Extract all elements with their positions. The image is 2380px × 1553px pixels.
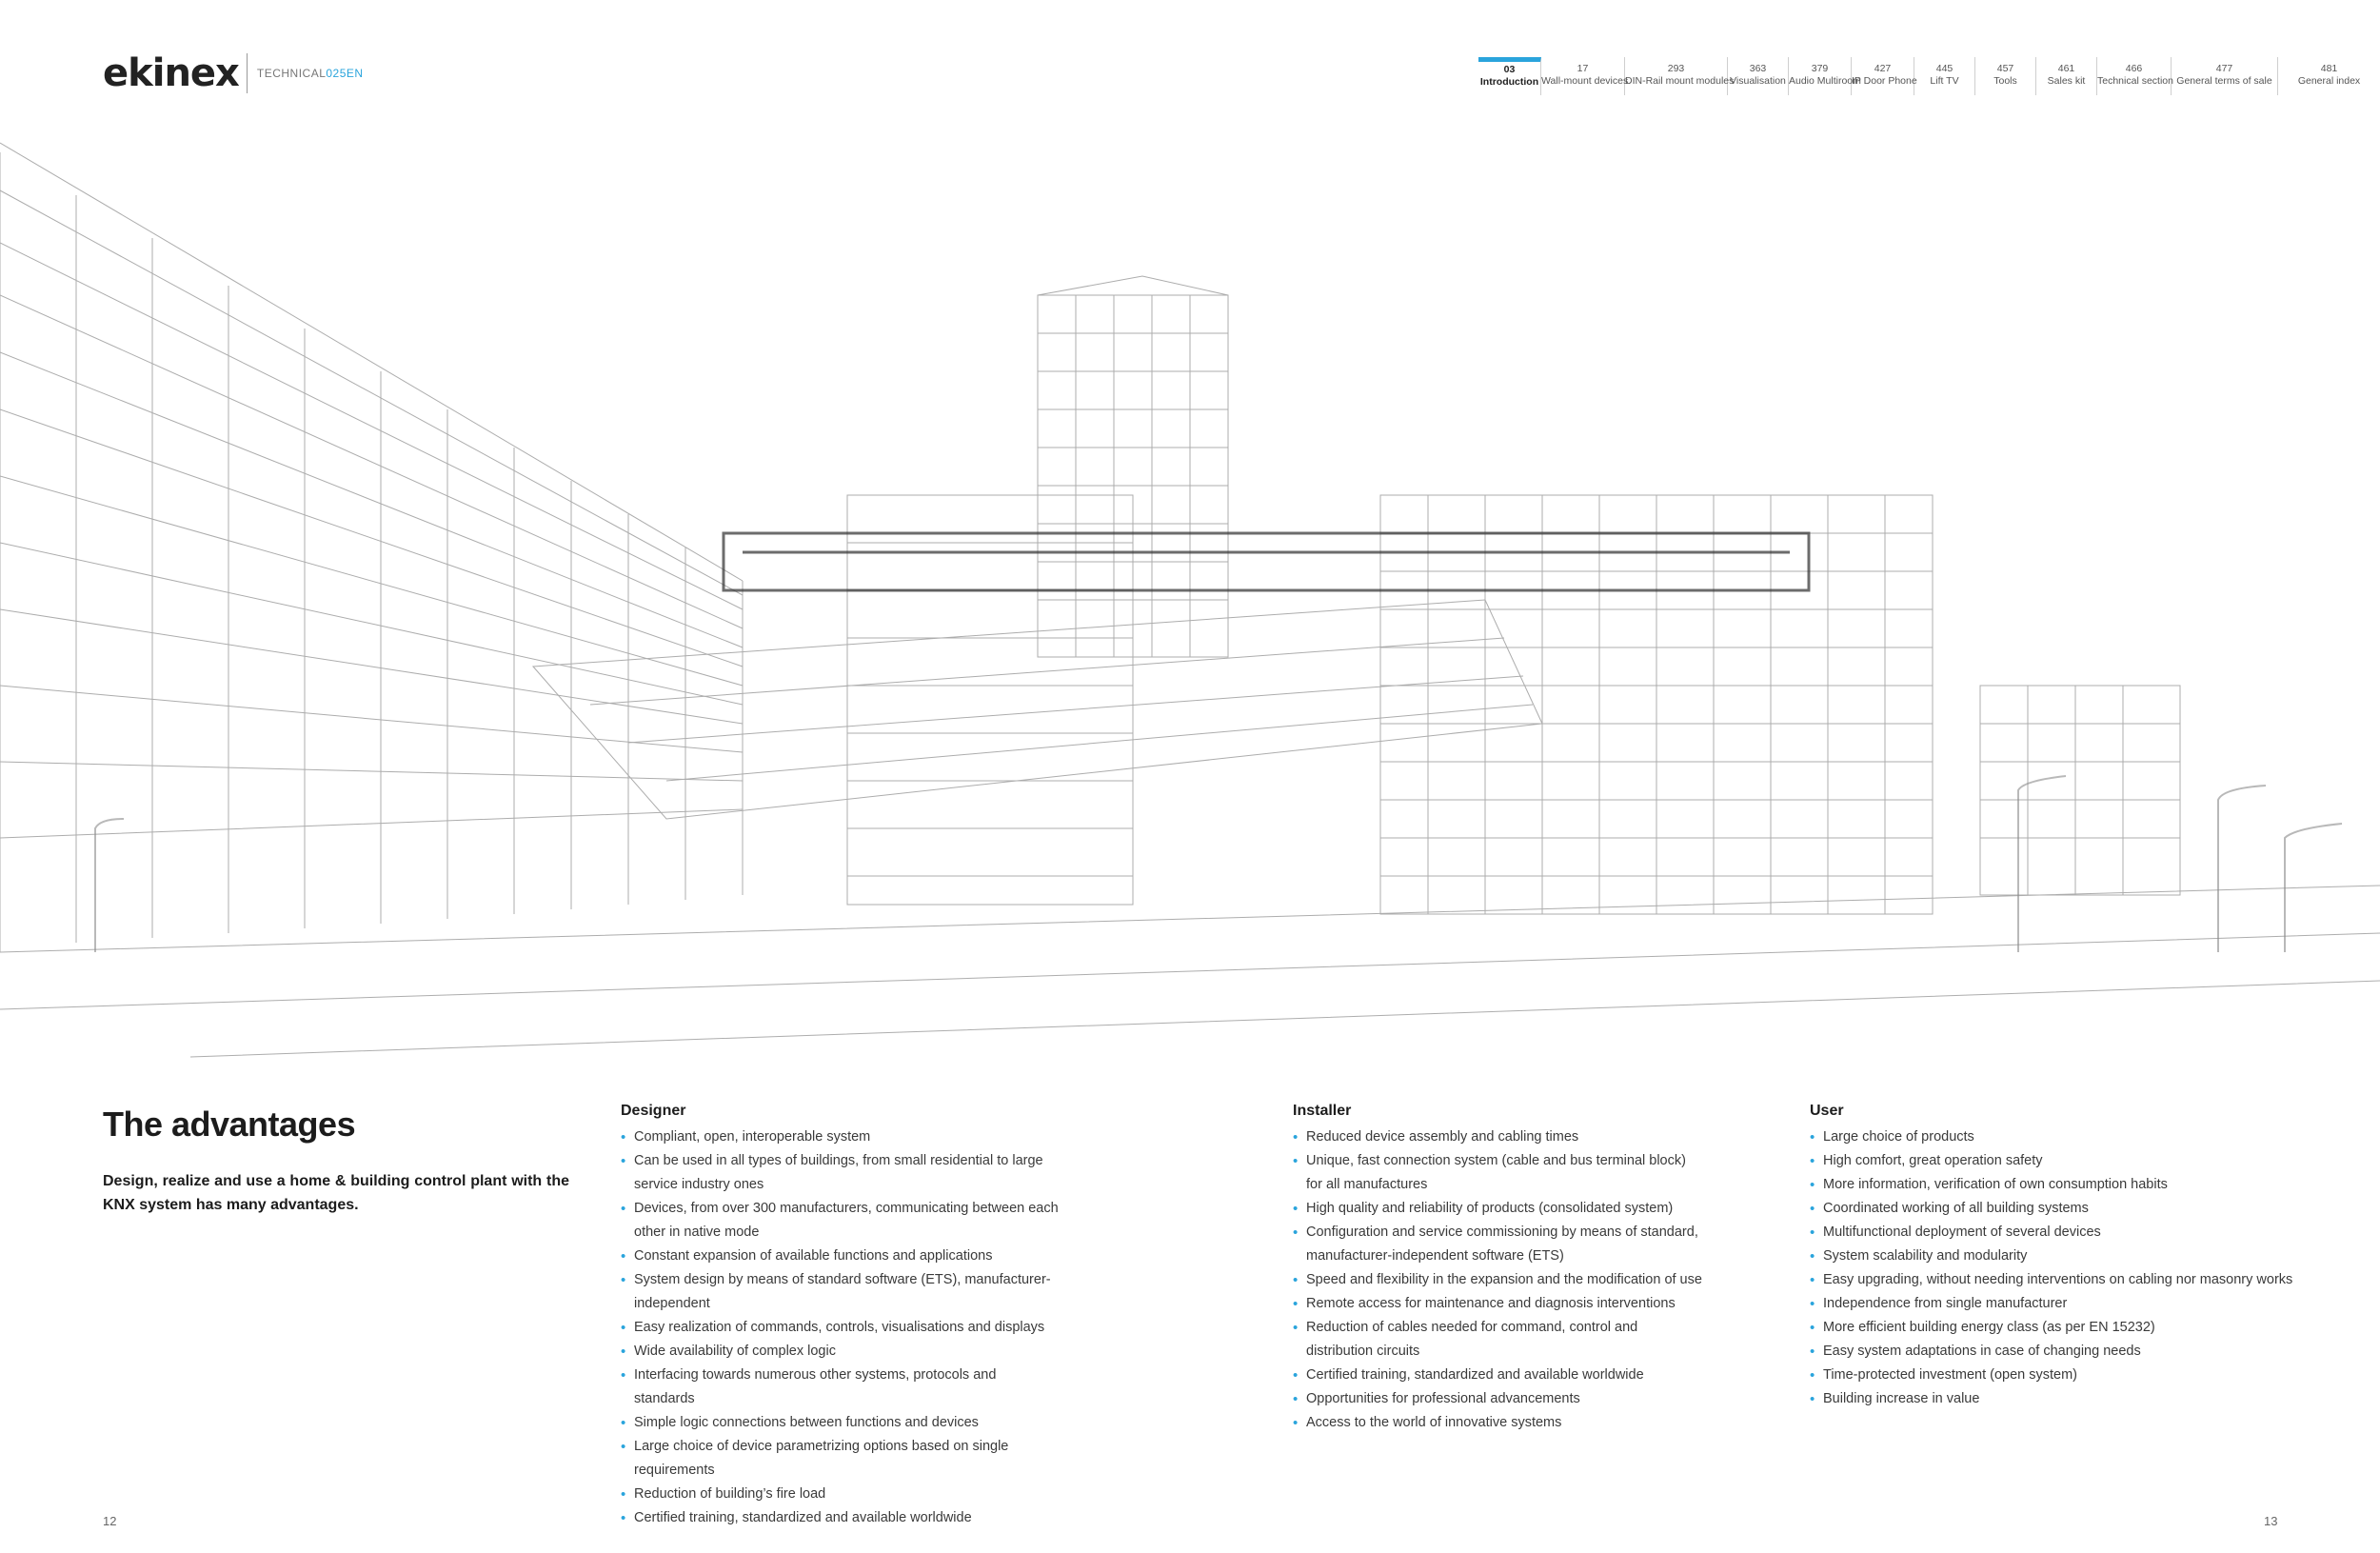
nav-label: General index <box>2297 75 2361 87</box>
list-item: • Access to the world of innovative systems <box>1293 1411 1702 1435</box>
nav-page-number: 477 <box>2215 63 2233 74</box>
catalog-code: 025EN <box>326 67 364 80</box>
nav-tab-din-rail-modules[interactable] <box>1625 57 1735 95</box>
list-item: • Remote access for maintenance and diagnosis interventions <box>1293 1292 1702 1316</box>
catalog-prefix: TECHNICAL <box>256 67 327 80</box>
brand-wordmark: ekinex <box>103 51 239 95</box>
user-heading: User <box>1810 1103 1844 1119</box>
designer-column <box>621 1103 1059 1530</box>
list-item: • Easy upgrading, without needing interventions on cabling nor masonry works <box>1810 1268 2305 1292</box>
list-item: • More efficient building energy class (as per EN 15232) <box>1810 1316 2305 1340</box>
nav-tab-technical-section[interactable] <box>2097 57 2172 95</box>
nav-page-number: 427 <box>1874 63 1892 74</box>
list-item: • Simple logic connections between functions and devices <box>621 1411 1059 1435</box>
list-item: • Independence from single manufacturer <box>1810 1292 2305 1316</box>
list-item: • Compliant, open, interoperable system <box>621 1125 1059 1149</box>
nav-label: Sales kit <box>2047 75 2086 87</box>
list-item: • Reduction of building’s fire load <box>621 1483 1059 1506</box>
list-item: • Large choice of device parametrizing options based on single requirements <box>621 1435 1059 1483</box>
list-item: • Opportunities for professional advancements <box>1293 1387 1702 1411</box>
nav-page-number: 17 <box>1577 63 1589 74</box>
nav-label: Wall-mount devices <box>1541 75 1629 87</box>
section-intro: Design, realize and use a home & building control plant with the KNX system has many advantages. <box>103 1173 569 1213</box>
list-item: • Unique, fast connection system (cable and bus terminal block) for all manufactures <box>1293 1149 1702 1197</box>
list-item: • Building increase in value <box>1810 1387 2305 1411</box>
user-column <box>1810 1103 2305 1411</box>
nav-label: Visualisation <box>1730 75 1786 87</box>
list-item: • Time-protected investment (open system) <box>1810 1364 2305 1387</box>
nav-page-number: 445 <box>1935 63 1954 74</box>
nav-page-number: 293 <box>1667 63 1685 74</box>
list-item: • Interfacing towards numerous other systems, protocols and standards <box>621 1364 1059 1411</box>
list-item: • Devices, from over 300 manufacturers, communicating between each other in native mode <box>621 1197 1059 1244</box>
installer-heading: Installer <box>1293 1103 1352 1119</box>
list-item: • Coordinated working of all building systems <box>1810 1197 2305 1221</box>
catalog-label <box>257 67 364 80</box>
nav-label: IP Door Phone <box>1852 75 1917 87</box>
list-item: • Certified training, standardized and available worldwide <box>621 1506 1059 1530</box>
nav-page-number: 481 <box>2320 63 2338 74</box>
list-item: • System scalability and modularity <box>1810 1244 2305 1268</box>
list-item: • Wide availability of complex logic <box>621 1340 1059 1364</box>
designer-list <box>621 1125 1059 1530</box>
list-item: • Reduced device assembly and cabling times <box>1293 1125 1702 1149</box>
list-item: • Configuration and service commissioning by means of standard, manufacturer-independent software (ETS) <box>1293 1221 1702 1268</box>
nav-label: General terms of sale <box>2176 75 2272 87</box>
brand-logo[interactable] <box>103 53 364 93</box>
list-item: • Multifunctional deployment of several devices <box>1810 1221 2305 1244</box>
nav-tab-visualisation[interactable] <box>1728 57 1789 95</box>
building-wireframe-illustration <box>0 124 2380 1076</box>
section-title: The advantages <box>103 1105 356 1144</box>
nav-label: Audio Multiroom <box>1789 75 1861 87</box>
list-item: • More information, verification of own consumption habits <box>1810 1173 2305 1197</box>
nav-label: Technical section <box>2097 75 2173 87</box>
list-item: • Easy system adaptations in case of changing needs <box>1810 1340 2305 1364</box>
nav-label: Introduction <box>1479 76 1539 88</box>
nav-page-number: 03 <box>1503 64 1516 75</box>
list-item: • System design by means of standard software (ETS), manufacturer-independent <box>621 1268 1059 1316</box>
nav-page-number: 466 <box>2125 63 2143 74</box>
list-item: • Constant expansion of available functions and applications <box>621 1244 1059 1268</box>
list-item: • Certified training, standardized and available worldwide <box>1293 1364 1702 1387</box>
list-item: • Easy realization of commands, controls, visualisations and displays <box>621 1316 1059 1340</box>
nav-tab-sales-kit[interactable] <box>2036 57 2097 95</box>
nav-label: Tools <box>1993 75 2017 87</box>
list-item: • Speed and flexibility in the expansion and the modification of use <box>1293 1268 1702 1292</box>
list-item: • Large choice of products <box>1810 1125 2305 1149</box>
designer-heading: Designer <box>621 1103 686 1119</box>
page-header <box>0 0 2380 105</box>
nav-page-number: 457 <box>1996 63 2014 74</box>
nav-tab-general-terms-of-sale[interactable] <box>2172 57 2278 95</box>
list-item: • Can be used in all types of buildings, from small residential to large service industry ones <box>621 1149 1059 1197</box>
nav-tab-wall-mount-devices[interactable] <box>1541 57 1629 95</box>
nav-tab-introduction[interactable] <box>1478 57 1541 95</box>
nav-label: Lift TV <box>1930 75 1959 87</box>
list-item: • High quality and reliability of products (consolidated system) <box>1293 1197 1702 1221</box>
logo-divider <box>247 53 248 93</box>
user-list <box>1810 1125 2305 1411</box>
nav-tab-audio-multiroom[interactable] <box>1789 57 1861 95</box>
nav-tab-ip-door-phone[interactable] <box>1852 57 1917 95</box>
nav-page-number: 379 <box>1811 63 1829 74</box>
list-item: • Reduction of cables needed for command, control and distribution circuits <box>1293 1316 1702 1364</box>
installer-list <box>1293 1125 1702 1435</box>
nav-page-number: 363 <box>1749 63 1767 74</box>
page-number-right: 13 <box>2264 1514 2278 1528</box>
nav-page-number: 461 <box>2057 63 2075 74</box>
list-item: • High comfort, great operation safety <box>1810 1149 2305 1173</box>
nav-tab-lift-tv[interactable] <box>1914 57 1975 95</box>
nav-tab-tools[interactable] <box>1975 57 2036 95</box>
nav-label: DIN-Rail mount modules <box>1625 75 1735 87</box>
section-nav <box>1478 57 2380 95</box>
nav-tab-general-index[interactable] <box>2278 57 2380 95</box>
page-number-left: 12 <box>103 1514 117 1528</box>
installer-column <box>1293 1103 1702 1435</box>
